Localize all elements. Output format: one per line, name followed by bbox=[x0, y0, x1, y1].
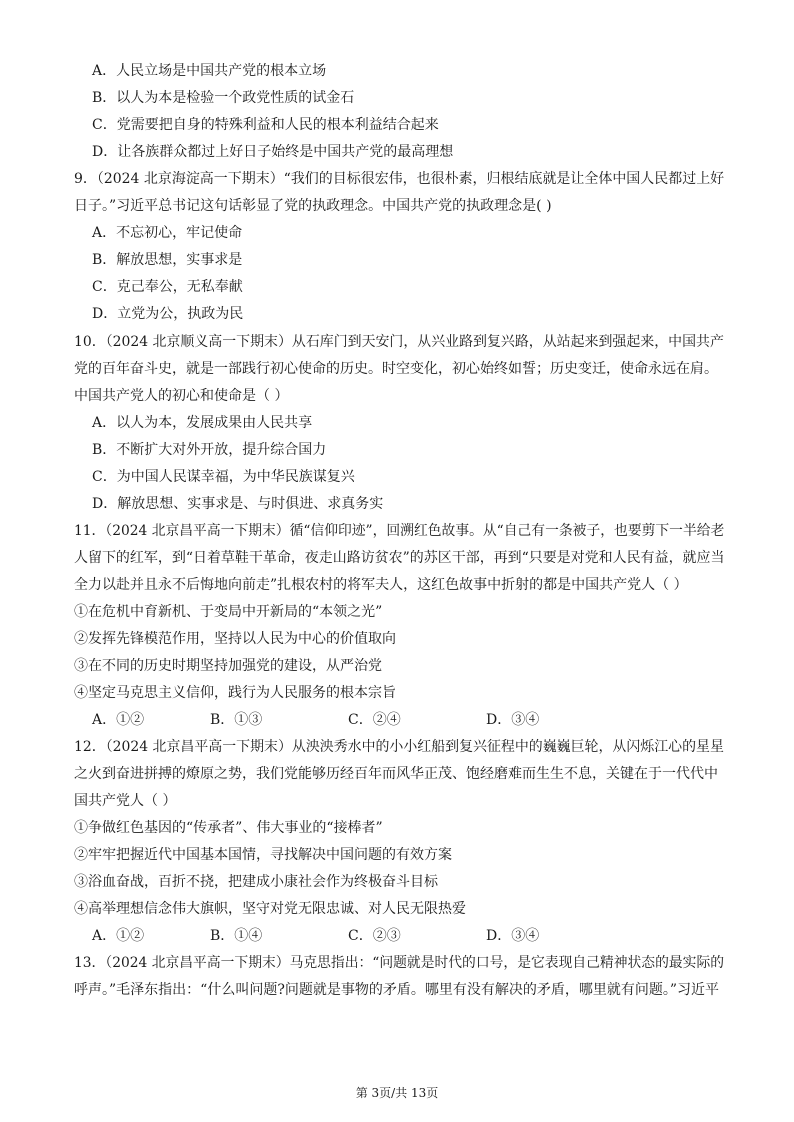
q12-statement-1: ①争做红色基因的“传承者”、伟大事业的“接棒者” bbox=[74, 820, 383, 836]
q13-stem-line-1: 13．（2024 北京昌平高一下期末）马克思指出：“问题就是时代的口号，是它表现自己精神状态的最实际的 bbox=[74, 955, 725, 971]
q8-option-c: C．党需要把自身的特殊利益和人民的根本利益结合起来 bbox=[92, 117, 439, 133]
q11-stem-line-2: 人留下的红军，到“日着草鞋干革命，夜走山路访贫农”的苏区干部，再到“只要是对党和人民有益，就应当 bbox=[74, 550, 725, 566]
q12-choice-c: C．②③ bbox=[348, 928, 401, 944]
q8-option-d: D．让各族群众都过上好日子始终是中国共产党的最高理想 bbox=[92, 144, 454, 160]
q9-stem-line-1: 9．（2024 北京海淀高一下期末）“我们的目标很宏伟，也很朴素，归根结底就是让全体中国人民都过上好 bbox=[74, 171, 725, 187]
q10-option-a: A．以人为本，发展成果由人民共享 bbox=[92, 415, 313, 431]
q9-option-d: D．立党为公，执政为民 bbox=[92, 306, 244, 322]
q11-choice-b: B．①③ bbox=[210, 712, 263, 728]
q12-choice-a: A．①② bbox=[92, 928, 145, 944]
q12-statement-2: ②牢牢把握近代中国基本国情，寻找解决中国问题的有效方案 bbox=[74, 847, 452, 863]
q12-stem-line-3: 国共产党人（ ） bbox=[74, 793, 177, 809]
q13-stem-line-2: 呼声。”毛泽东指出：“什么叫问题?问题就是事物的矛盾。哪里有没有解决的矛盾，哪里就有问题。”习近平 bbox=[74, 982, 719, 998]
q12-statement-4: ④高举理想信念伟大旗帜，坚守对党无限忠诚、对人民无限热爱 bbox=[74, 901, 466, 917]
q11-choice-d: D．③④ bbox=[486, 712, 540, 728]
page-number-footer: 第 3页/共 13页 bbox=[355, 1086, 439, 1100]
q12-choice-b: B．①④ bbox=[210, 928, 263, 944]
q9-option-a: A．不忘初心，牢记使命 bbox=[92, 225, 243, 241]
q10-stem-line-3: 中国共产党人的初心和使命是（ ） bbox=[74, 388, 289, 404]
q10-stem-line-1: 10．（2024 北京顺义高一下期末）从石库门到天安门，从兴业路到复兴路，从站起来到强起来，中国共产 bbox=[74, 334, 724, 350]
q8-option-a: A．人民立场是中国共产党的根本立场 bbox=[92, 63, 327, 79]
q12-stem-line-1: 12．（2024 北京昌平高一下期末）从泱泱秀水中的小小红船到复兴征程中的巍巍巨轮，从闪烁江心的星星 bbox=[74, 739, 724, 755]
q10-option-b: B．不断扩大对外开放，提升综合国力 bbox=[92, 442, 327, 458]
q12-stem-line-2: 之火到奋进拼搏的燎原之势，我们党能够历经百年而风华正茂、饱经磨难而生生不息，关键在于一代代中 bbox=[74, 766, 718, 782]
q11-statement-3: ③在不同的历史时期坚持加强党的建设，从严治党 bbox=[74, 658, 382, 674]
q12-choice-d: D．③④ bbox=[486, 928, 540, 944]
q11-choice-c: C．②④ bbox=[348, 712, 401, 728]
q11-statement-1: ①在危机中育新机、于变局中开新局的“本领之光” bbox=[74, 604, 383, 620]
q11-statement-4: ④坚定马克思主义信仰，践行为人民服务的根本宗旨 bbox=[74, 685, 396, 701]
q9-stem-line-2: 日子。”习近平总书记这句话彰显了党的执政理念。中国共产党的执政理念是( ) bbox=[74, 198, 552, 214]
q10-option-d: D．解放思想、实事求是、与时俱进、求真务实 bbox=[92, 496, 384, 512]
q11-stem-line-3: 全力以赴并且永不后悔地向前走”扎根农村的将军夫人，这红色故事中折射的都是中国共产党人（ ） bbox=[74, 577, 688, 593]
q11-stem-line-1: 11．（2024 北京昌平高一下期末）循“信仰印迹”，回溯红色故事。从“自己有一条被子，也要剪下一半给老 bbox=[74, 523, 725, 539]
q9-option-b: B．解放思想，实事求是 bbox=[92, 252, 243, 268]
q10-option-c: C．为中国人民谋幸福，为中华民族谋复兴 bbox=[92, 469, 355, 485]
q11-statement-2: ②发挥先锋模范作用，坚持以人民为中心的价值取向 bbox=[74, 631, 396, 647]
q11-choice-a: A．①② bbox=[92, 712, 145, 728]
q8-option-b: B．以人为本是检验一个政党性质的试金石 bbox=[92, 90, 355, 106]
q10-stem-line-2: 党的百年奋斗史，就是一部践行初心使命的历史。时空变化，初心始终如誓；历史变迁，使命永远在肩。 bbox=[74, 361, 718, 377]
q12-statement-3: ③浴血奋战，百折不挠，把建成小康社会作为终极奋斗目标 bbox=[74, 874, 438, 890]
q9-option-c: C．克己奉公，无私奉献 bbox=[92, 279, 243, 295]
